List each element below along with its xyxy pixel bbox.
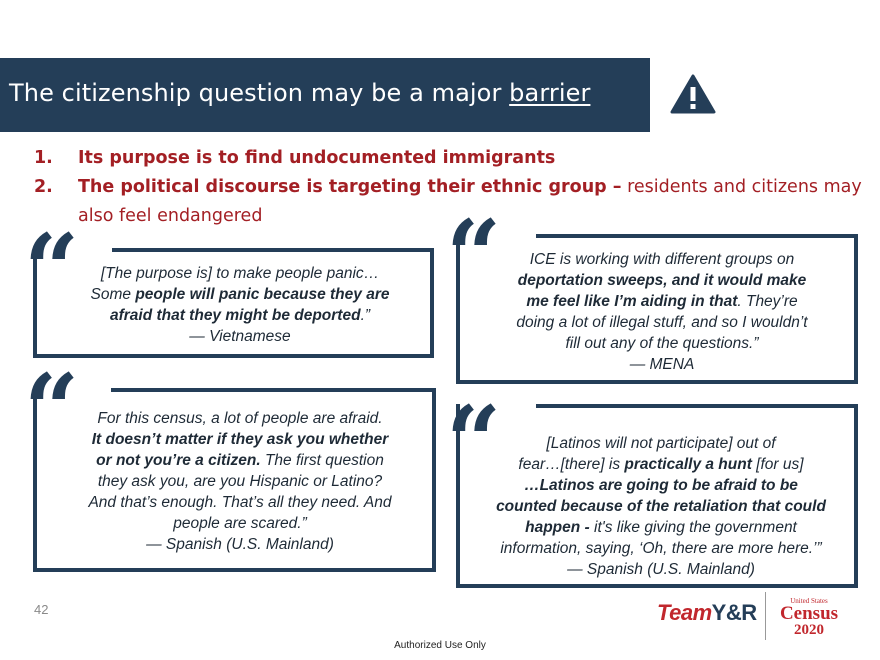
quote-fragment-bold: afraid that they might be deported [109, 307, 361, 324]
quote-line [472, 270, 852, 291]
quote-text-spanish-2 [466, 433, 856, 580]
quote-line [50, 305, 430, 326]
footer-note: Authorized Use Only [394, 640, 486, 651]
slide-title-emphasis: barrier [509, 79, 591, 107]
quote-fragment: [for us] [751, 456, 804, 473]
quote-line: doing a lot of illegal stuff, and so I wouldn’t [516, 314, 808, 331]
census-logo-top: United States [790, 597, 828, 605]
quote-line: people are scared.” [173, 515, 307, 532]
quote-box-top-border [536, 234, 858, 238]
quote-fragment-bold: me feel like I’m aiding in that [526, 293, 738, 310]
quote-line [472, 291, 852, 312]
quote-fragment: . They’re [737, 293, 798, 310]
quote-text-spanish-1 [50, 408, 430, 555]
quote-text-mena [472, 249, 852, 375]
quote-line [50, 450, 430, 471]
quote-line: And that’s enough. That’s all they need. And [88, 494, 392, 511]
quote-box-top-border [111, 388, 436, 392]
quote-fragment: fear…[there] is [518, 456, 625, 473]
key-point-bold: Its purpose is to find undocumented immigrants [78, 148, 556, 168]
quote-line: information, saying, ‘Oh, there are more here.’” [500, 540, 822, 557]
quote-box-top-border [536, 404, 858, 408]
quote-attribution: — MENA [629, 356, 695, 373]
key-point-rest: residents and citizens may also feel endangered [78, 177, 862, 226]
quote-mark-icon: “ [446, 385, 502, 498]
quote-attribution: — Spanish (U.S. Mainland) [567, 561, 755, 578]
quote-fragment-bold: …Latinos are going to be afraid to be [524, 477, 798, 494]
quote-line: [Latinos will not participate] out of [546, 435, 776, 452]
key-point-bold: The political discourse is targeting their ethnic group – [78, 177, 622, 197]
quote-attribution: — Spanish (U.S. Mainland) [146, 536, 334, 553]
quote-fragment-bold: people will panic because they are [135, 286, 390, 303]
key-point-number: 1. [34, 148, 53, 168]
quote-fragment-bold: It doesn’t matter if they ask you whether [91, 431, 389, 448]
quote-fragment-bold: deportation sweeps, and it would make [517, 272, 807, 289]
quote-fragment-bold: counted because of the retaliation that could [496, 498, 826, 515]
quote-line: For this census, a lot of people are afraid. [97, 410, 383, 427]
quote-mark-icon: “ [24, 213, 80, 326]
quote-text-vietnamese [50, 263, 430, 347]
quote-mark-icon: “ [446, 199, 502, 312]
quote-line: [The purpose is] to make people panic… [100, 265, 380, 282]
quote-line [466, 454, 856, 475]
census-logo-word: Census [779, 603, 839, 624]
quote-line: fill out any of the questions.” [565, 335, 759, 352]
logo-divider [765, 592, 766, 640]
quote-attribution: — Vietnamese [189, 328, 291, 345]
quote-line [466, 517, 856, 538]
quote-line: ICE is working with different groups on [529, 251, 795, 268]
team-logo-part: Team [657, 600, 712, 625]
key-point-1 [34, 144, 864, 173]
key-point-number: 2. [34, 177, 53, 197]
quote-line [50, 429, 430, 450]
quote-box-top-border [112, 248, 434, 252]
quote-fragment: Some [90, 286, 136, 303]
team-yr-logo [657, 600, 757, 626]
quote-fragment-bold: practically a hunt [624, 456, 752, 473]
quote-line [50, 284, 430, 305]
census-logo-year: 2020 [794, 622, 824, 638]
quote-fragment: The first question [260, 452, 384, 469]
quote-line [466, 475, 856, 496]
quote-mark-icon: “ [24, 353, 80, 466]
slide-title-text: The citizenship question may be a major [9, 79, 510, 107]
warning-triangle-icon [670, 74, 716, 114]
quote-line: they ask you, are you Hispanic or Latino? [97, 473, 383, 490]
yr-logo-part: Y&R [711, 600, 757, 625]
quote-fragment-bold: or not you’re a citizen. [96, 452, 261, 469]
census-2020-logo [774, 597, 844, 638]
page-number: 42 [34, 602, 49, 617]
quote-fragment: it's like giving the government [589, 519, 797, 536]
quote-fragment-bold: happen - [525, 519, 590, 536]
quote-line [466, 496, 856, 517]
quote-fragment: .” [360, 307, 371, 324]
slide-title [9, 79, 590, 107]
